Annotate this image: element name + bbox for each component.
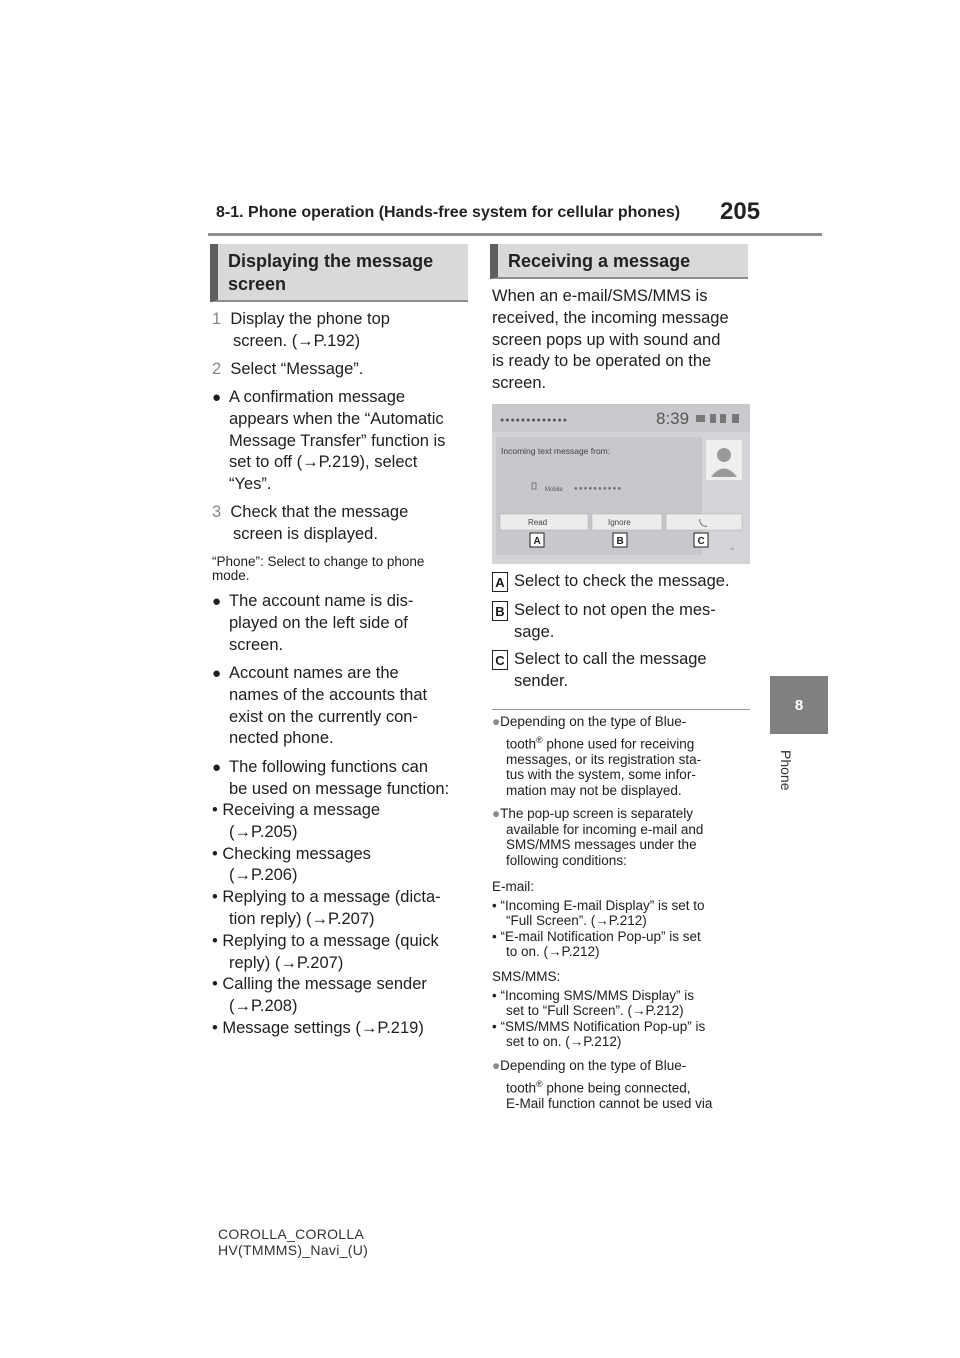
text-line: messages, or its registration sta- xyxy=(506,751,702,767)
text-line: played on the left side of xyxy=(229,613,408,632)
step-number: 3 xyxy=(212,503,222,521)
note-bullet-icon: ● xyxy=(492,714,501,729)
page-number: 205 xyxy=(720,198,761,225)
text-line: The account name is dis- xyxy=(229,592,414,610)
text-line: Select to call the message xyxy=(514,650,707,668)
text-line: Depending on the type of Blue- xyxy=(500,1058,687,1073)
text-line: tooth xyxy=(506,736,537,751)
footer-line: COROLLA_COROLLA xyxy=(218,1226,365,1242)
heading-line: Displaying the message xyxy=(228,251,434,271)
label-c-box: C xyxy=(492,650,508,670)
list-item: • “SMS/MMS Notification Pop-up” is xyxy=(492,1018,706,1034)
list-item: • Replying to a message (dicta- xyxy=(212,888,441,907)
chapter-tab: 8 xyxy=(770,676,828,734)
text-line: names of the accounts that xyxy=(229,685,428,704)
step-text: screen is displayed. xyxy=(233,525,378,543)
notes-divider xyxy=(492,709,750,710)
chapter-label-text: Phone xyxy=(778,750,794,791)
chevron-down-icon: ⌄ xyxy=(729,543,736,552)
incoming-message-screenshot xyxy=(492,404,750,564)
text-line: is ready to be operated on the xyxy=(492,352,712,371)
status-icon xyxy=(710,414,716,423)
sms-conditions xyxy=(492,969,705,1050)
text-line: E-Mail function cannot be used via xyxy=(506,1095,713,1111)
ignore-button-label: Ignore xyxy=(608,518,631,527)
step-3 xyxy=(212,502,408,524)
bullet-icon: ● xyxy=(212,665,222,682)
list-item: (→P.206) xyxy=(229,866,298,885)
bullet-icon: ● xyxy=(212,389,222,406)
text-line: tooth xyxy=(506,1080,537,1095)
note-bullet-icon: ● xyxy=(492,806,501,821)
text-line: following conditions: xyxy=(506,852,627,868)
text-line: sender. xyxy=(514,671,569,690)
status-icon xyxy=(720,414,726,423)
svg-text:C: C xyxy=(697,536,705,547)
text-line: screen. xyxy=(229,635,284,654)
text-line: “Phone”: Select to change to phone xyxy=(212,554,425,569)
text-line: exist on the currently con- xyxy=(229,707,418,726)
text-line: Select to not open the mes- xyxy=(514,601,716,619)
label-b-box: B xyxy=(492,601,508,621)
text-line: phone being connected, xyxy=(542,1080,691,1095)
text-line: received, the incoming message xyxy=(492,308,729,327)
list-item: set to “Full Screen”. (→P.212) xyxy=(506,1003,684,1018)
bullet-text xyxy=(229,591,413,656)
function-list xyxy=(212,800,441,1040)
list-item: • “Incoming SMS/MMS Display” is xyxy=(492,987,695,1003)
text-line: tus with the system, some infor- xyxy=(506,767,696,782)
text-line: Message Transfer” function is xyxy=(229,431,446,450)
page-header-title: 8-1. Phone operation (Hands-free system for cellular phones) xyxy=(216,204,681,221)
list-item: (→P.208) xyxy=(229,997,298,1016)
list-item: • Receiving a message xyxy=(212,801,381,819)
list-item: to on. (→P.212) xyxy=(506,944,600,959)
phone-mode-note xyxy=(212,555,424,583)
step-text: screen. (→P.192) xyxy=(233,332,361,350)
intro-paragraph xyxy=(492,286,729,395)
list-item: • “Incoming E-mail Display” is set to xyxy=(492,897,705,913)
list-item: • Calling the message sender xyxy=(212,975,427,994)
list-item: • “E-mail Notification Pop-up” is set xyxy=(492,928,701,944)
step-text: Check that the message xyxy=(230,503,409,521)
status-icon xyxy=(696,415,705,422)
text-line: mation may not be displayed. xyxy=(506,782,682,798)
read-button-label: Read xyxy=(528,518,548,527)
section-heading-receiving-message: Receiving a message xyxy=(490,244,748,279)
note-2 xyxy=(492,806,703,868)
phone-number-mask: ●●●●●●●●●● xyxy=(574,486,623,492)
text-line: “Yes”. xyxy=(229,475,272,494)
note-3 xyxy=(492,1058,712,1111)
document-footer xyxy=(218,1226,368,1258)
text-line: screen pops up with sound and xyxy=(492,330,721,349)
list-item: reply) (→P.207) xyxy=(229,953,344,972)
text-line: The pop-up screen is separately xyxy=(500,806,694,821)
section-heading-displaying-message xyxy=(210,244,468,302)
text-line: SMS/MMS messages under the xyxy=(506,837,697,852)
list-item: “Full Screen”. (→P.212) xyxy=(506,913,647,928)
step-2 xyxy=(212,359,363,381)
call-button xyxy=(666,514,742,530)
text-line: available for incoming e-mail and xyxy=(506,821,704,837)
text-line: set to off (→P.219), select xyxy=(229,453,418,472)
email-conditions xyxy=(492,879,705,960)
step-number: 1 xyxy=(212,310,222,328)
list-item: (→P.205) xyxy=(229,822,298,841)
footer-line: HV(TMMMS)_Navi_(U) xyxy=(218,1242,369,1258)
step-1 xyxy=(212,309,390,331)
note-bullet-icon: ● xyxy=(492,1058,501,1073)
label-b-text xyxy=(514,600,716,644)
header-divider xyxy=(208,233,822,236)
bullet-icon: ● xyxy=(212,593,222,610)
text-line: mode. xyxy=(212,568,250,583)
list-item: tion reply) (→P.207) xyxy=(229,909,375,928)
label-a-text: Select to check the message. xyxy=(514,572,730,590)
registered-mark: ® xyxy=(536,734,543,745)
note-1 xyxy=(492,714,701,798)
step-number: 2 xyxy=(212,360,222,378)
svg-text:A: A xyxy=(533,536,541,547)
bullet-text xyxy=(229,387,445,496)
text-line: The following functions can xyxy=(229,758,429,776)
text-line: screen. xyxy=(492,374,547,393)
text-line: sage. xyxy=(514,622,555,641)
svg-text:B: B xyxy=(616,536,624,547)
text-line: SMS/MMS: xyxy=(492,969,561,984)
bullet-text xyxy=(229,757,449,801)
list-item: • Checking messages xyxy=(212,844,371,863)
text-line: A confirmation message xyxy=(229,388,406,406)
label-c-text xyxy=(514,649,707,693)
chapter-label xyxy=(764,740,834,800)
text-line: Account names are the xyxy=(229,664,399,682)
text-line: When an e-mail/SMS/MMS is xyxy=(492,287,708,305)
popup-title: Incoming text message from: xyxy=(501,446,611,456)
text-line: nected phone. xyxy=(229,729,334,748)
step-text: Display the phone top xyxy=(230,310,390,328)
text-line: E-mail: xyxy=(492,879,535,894)
text-line: be used on message function: xyxy=(229,779,450,798)
status-icon xyxy=(732,414,739,423)
label-a-box: A xyxy=(492,572,508,592)
list-item: set to on. (→P.212) xyxy=(506,1034,622,1049)
bullet-icon: ● xyxy=(212,759,222,776)
heading-line: screen xyxy=(228,274,287,294)
registered-mark: ® xyxy=(536,1078,543,1089)
bullet-text xyxy=(229,663,427,750)
clock-time: 8:39 xyxy=(656,409,690,428)
text-line: Depending on the type of Blue- xyxy=(500,714,687,729)
list-item: • Message settings (→P.219) xyxy=(212,1018,424,1037)
mobile-label: Mobile xyxy=(545,487,563,493)
list-item: • Replying to a message (quick xyxy=(212,931,439,950)
text-line: phone used for receiving xyxy=(542,736,695,751)
text-line: appears when the “Automatic xyxy=(229,409,444,428)
step-text: Select “Message”. xyxy=(230,360,364,378)
status-dots: ●●●●●●●●●●●●● xyxy=(500,417,568,424)
